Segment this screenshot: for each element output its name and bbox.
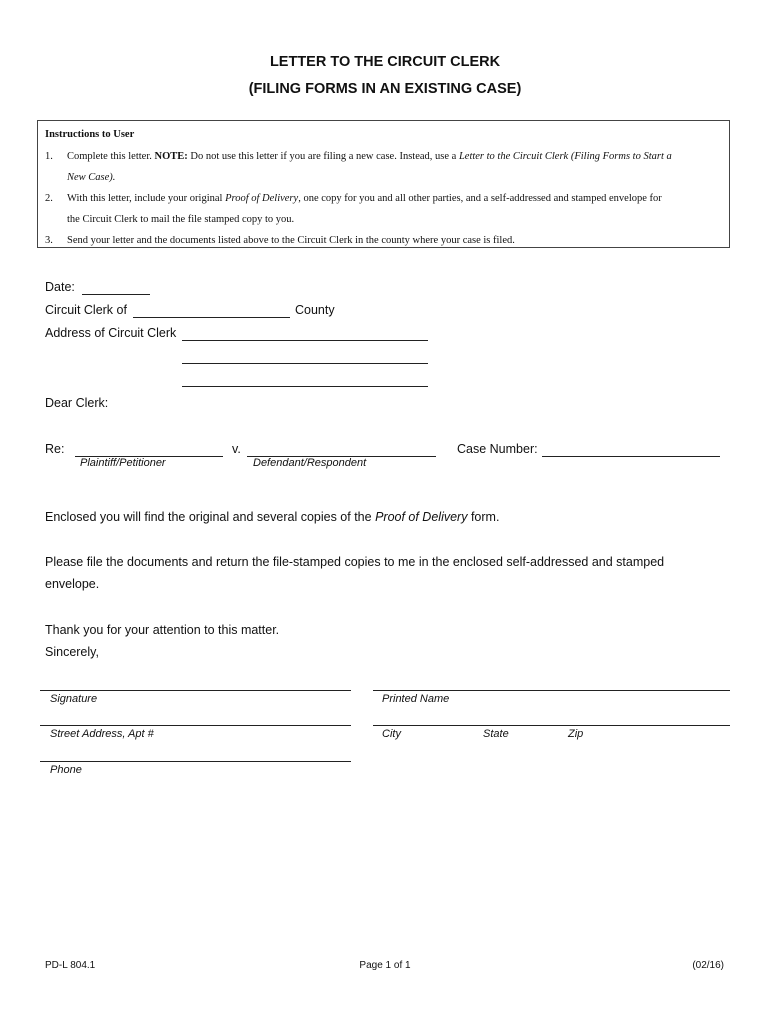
clerk-of-label: Circuit Clerk of	[45, 303, 127, 317]
address-label: Address of Circuit Clerk	[45, 326, 177, 340]
page-number: Page 1 of 1	[359, 960, 411, 971]
closing: Sincerely,	[45, 645, 99, 659]
case-number-field[interactable]	[542, 456, 720, 457]
letter-paragraph-1: Enclosed you will find the original and several copies of the Proof of Delivery form.	[45, 510, 500, 524]
signature-field[interactable]	[40, 690, 351, 691]
address-line-3-field[interactable]	[182, 386, 428, 387]
page-title: LETTER TO THE CIRCUIT CLERK	[269, 54, 501, 70]
letter-paragraph-3: Thank you for your attention to this matter.	[45, 623, 280, 637]
instruction-3-text: Send your letter and the documents listed above to the Circuit Clerk in the county where your case is filed.	[67, 235, 515, 246]
city-label: City	[382, 728, 401, 740]
instruction-1-continued: New Case).	[67, 172, 116, 183]
instruction-1-text: Complete this letter. NOTE: Do not use this letter if you are filing a new case. Instead, use a Letter to the Circuit Clerk (Filing Forms to Start a	[67, 151, 672, 162]
instruction-3-number: 3.	[45, 235, 53, 246]
letter-paragraph-2-line-2: envelope.	[45, 577, 100, 591]
date-label: Date:	[45, 280, 75, 294]
form-id: PD-L 804.1	[45, 960, 96, 971]
street-address-field[interactable]	[40, 725, 351, 726]
county-name-field[interactable]	[133, 317, 290, 318]
instruction-2-text: With this letter, include your original Proof of Delivery, one copy for you and all other parties, and a self-addressed and stamped envelope for	[67, 193, 662, 204]
re-label: Re:	[45, 442, 65, 456]
date-field[interactable]	[82, 294, 150, 295]
address-line-2-field[interactable]	[182, 363, 428, 364]
instructions-heading: Instructions to User	[45, 129, 135, 140]
street-address-label: Street Address, Apt #	[50, 728, 154, 740]
plaintiff-caption: Plaintiff/Petitioner	[80, 457, 166, 469]
letter-paragraph-2-line-1: Please file the documents and return the file-stamped copies to me in the enclosed self-addressed and stamped	[45, 555, 665, 569]
phone-label: Phone	[50, 764, 82, 776]
instruction-2-continued: the Circuit Clerk to mail the file stamped copy to you.	[67, 214, 295, 225]
revision-date: (02/16)	[692, 960, 724, 971]
instruction-1-number: 1.	[45, 151, 53, 162]
versus-label: v.	[232, 442, 241, 456]
page-subtitle: (FILING FORMS IN AN EXISTING CASE)	[248, 81, 522, 97]
signature-label: Signature	[50, 693, 98, 705]
salutation: Dear Clerk:	[45, 396, 109, 410]
printed-name-label: Printed Name	[382, 693, 450, 705]
city-state-zip-field[interactable]	[373, 725, 730, 726]
zip-label: Zip	[568, 728, 584, 740]
instructions-box	[37, 120, 730, 248]
instruction-2-number: 2.	[45, 193, 53, 204]
printed-name-field[interactable]	[373, 690, 730, 691]
state-label: State	[483, 728, 509, 740]
case-number-label: Case Number:	[457, 442, 538, 456]
phone-field[interactable]	[40, 761, 351, 762]
county-label: County	[295, 303, 335, 317]
address-line-1-field[interactable]	[182, 340, 428, 341]
defendant-caption: Defendant/Respondent	[253, 457, 367, 469]
